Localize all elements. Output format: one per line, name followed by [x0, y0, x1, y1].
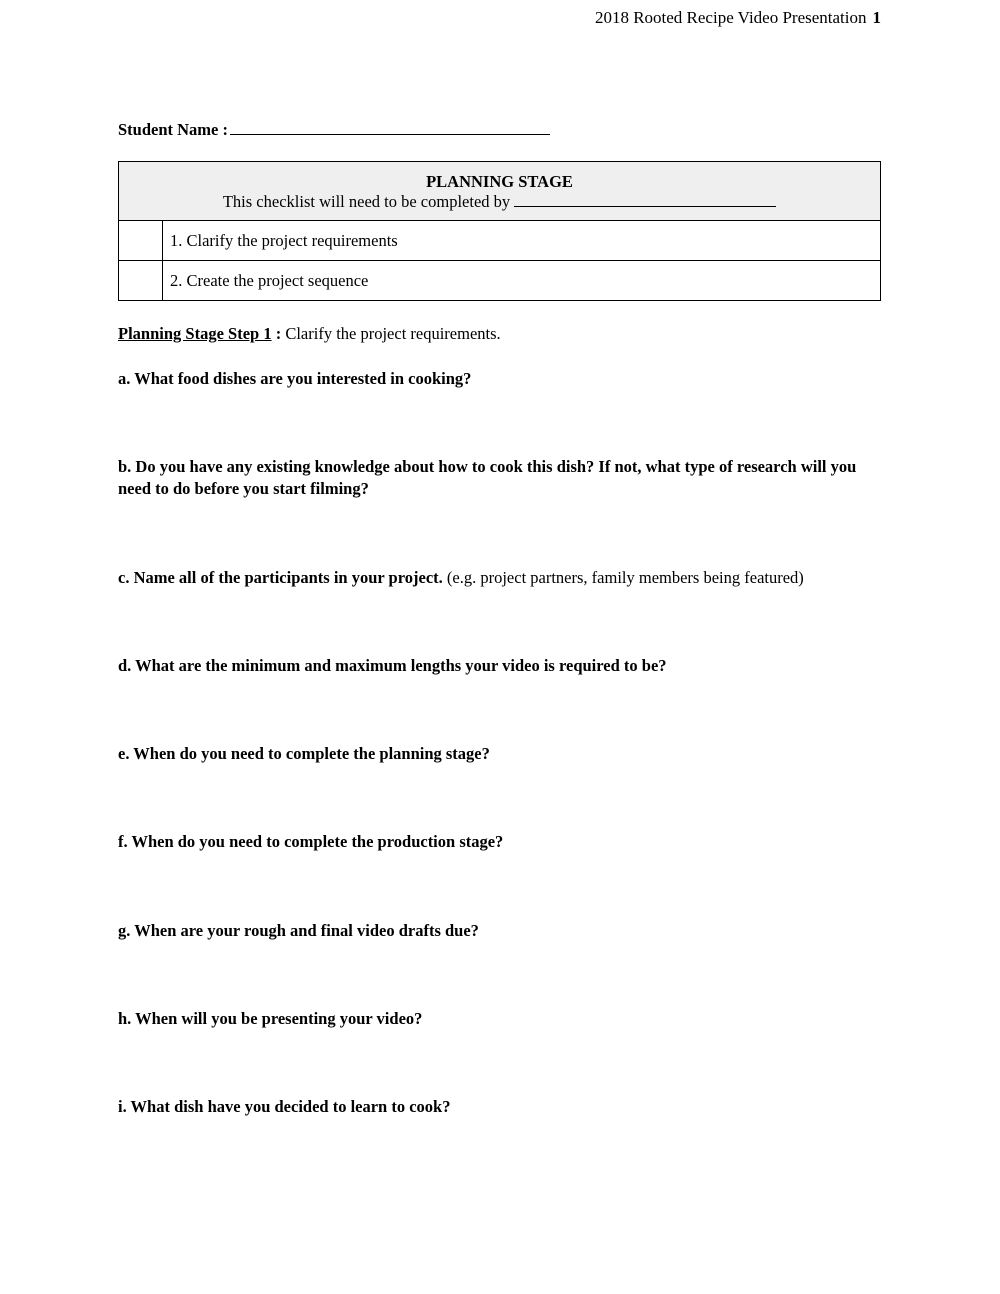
student-name-label: Student Name :: [118, 120, 228, 139]
page-header: [595, 8, 881, 28]
completion-date-blank[interactable]: [514, 192, 776, 207]
question-note: (e.g. project partners, family members being featured): [442, 568, 804, 587]
step-label: Planning Stage Step 1: [118, 324, 272, 343]
question-text: a. What food dishes are you interested in cooking?: [118, 369, 472, 388]
checklist-item-label: 2. Create the project sequence: [163, 261, 881, 301]
planning-table-header: [119, 162, 881, 221]
question-text: c. Name all of the participants in your project.: [118, 568, 443, 587]
page-number: 1: [872, 8, 881, 27]
question-e: [118, 743, 878, 765]
header-title: 2018 Rooted Recipe Video Presentation: [594, 8, 867, 27]
step-text: Clarify the project requirements.: [281, 324, 501, 343]
question-h: [118, 1008, 878, 1030]
checklist-row: [119, 221, 881, 261]
question-a: [118, 368, 878, 390]
question-text: g. When are your rough and final video drafts due?: [118, 921, 479, 940]
question-d: [118, 655, 878, 677]
question-g: [118, 920, 878, 942]
question-text: b. Do you have any existing knowledge about how to cook this dish? If not, what type of research will you need to do before you start filming?: [118, 457, 857, 498]
question-text: e. When do you need to complete the planning stage?: [118, 744, 490, 763]
student-name-line: [118, 118, 550, 140]
question-text: i. What dish have you decided to learn to cook?: [118, 1097, 451, 1116]
student-name-blank[interactable]: [230, 118, 550, 135]
checklist-item-label: 1. Clarify the project requirements: [163, 221, 881, 261]
checklist-checkbox[interactable]: [119, 221, 163, 261]
planning-table-subtitle: This checklist will need to be completed by: [222, 192, 511, 211]
planning-checklist-table: [118, 161, 881, 301]
question-text: f. When do you need to complete the production stage?: [118, 832, 504, 851]
step-colon: :: [271, 324, 282, 343]
question-text: h. When will you be presenting your video?: [118, 1009, 423, 1028]
question-b: [118, 456, 878, 500]
checklist-checkbox[interactable]: [119, 261, 163, 301]
question-i: [118, 1096, 878, 1118]
checklist-row: [119, 261, 881, 301]
planning-table-title: PLANNING STAGE: [426, 172, 573, 191]
question-c: [118, 567, 878, 589]
question-text: d. What are the minimum and maximum lengths your video is required to be?: [118, 656, 667, 675]
step-heading: [118, 324, 501, 344]
planning-table-subtitle-line: [223, 192, 776, 211]
question-f: [118, 831, 878, 853]
